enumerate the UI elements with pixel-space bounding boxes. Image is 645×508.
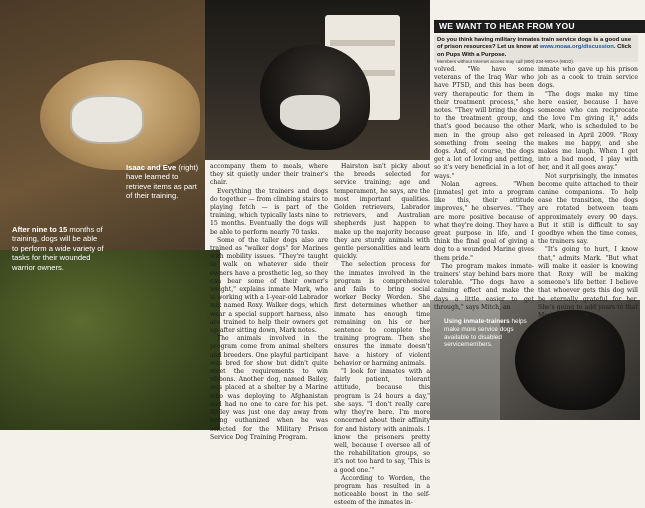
paragraph: accompany them to meals, where they sit quietly under their trainer's chair. [210, 163, 328, 187]
article-column-2 [334, 163, 430, 507]
paragraph: Nolan agrees. "When [inmates] get into a program like this, their attitude improves," he observes. "They are more positive because of what they're doing. They have a great purpose in life, and I think the final goal of giving a dog to a wounded Marine gives them pride." [434, 180, 534, 262]
paragraph: "It's going to hurt, I know that," admits Mark. "But what will make it easier is knowing that Roxy will be making someone's life better. I believe that whoever gets this dog will be eternally grateful for her. She's going to add years to that Marine's life." ■ [538, 246, 638, 320]
paragraph: Not surprisingly, the inmates become quite attached to their canine companions. To help ease the transition, the dogs are rotated between team approximately every 90 days. But it still is difficult to say goodbye when the time comes, the trainers say. [538, 172, 638, 246]
paragraph: According to Worden, the program has resulted in a noticeable boost in the self-esteem of the inmates in- [334, 474, 430, 507]
photo-fridge-shelf [330, 40, 395, 46]
photo-dog-refrigerator [205, 0, 430, 160]
photo-service-vest [70, 95, 144, 144]
article-column-4 [538, 66, 638, 320]
caption-text: (right) have learned to retrieve items as part of their training. [126, 163, 199, 201]
caption-inmate-trainers [444, 318, 534, 349]
paragraph: "I look for inmates with a fairly patient, tolerant attitude, because this program is 24 hours a day," she says. "I don't really care why they're here. I'm more concerned about their affinity for and history with animals. I know the prisoners pretty well, because I oversee all of the rehabilitation groups, so it's not too hard to say, 'This is a good one.'" [334, 368, 430, 474]
paragraph: Some of the taller dogs also are trained as "walker dogs" for Marines with mobility issues. "They're taught to walk on whatever side their owners have a prosthetic leg, so they can bear some of their owner's weight," explains inmate Mark, who is working with a 1-year-old Labrador mix named Roxy. Walker dogs, which wear a special support harness, also are trained to help their owners get up after sitting down, Mark notes. [210, 236, 328, 335]
caption-bold: Isaac and Eve [126, 163, 177, 172]
article-column-1 [210, 163, 328, 441]
paragraph: inmate who gave up his prison job as a cook to train service dogs. [538, 66, 638, 90]
paragraph: "The dogs make my time here easier, because I have someone who can reciprocate the love I'm giving it," adds Mark, who is scheduled to be released in April 2009. "Roxy makes me happy, and she makes me laugh. When I get into a bad mood, I play with her, and it all goes away." [538, 90, 638, 172]
sidebar-question: Do you think having military inmates train service dogs is a good use of prison resources? Let us know at [437, 37, 632, 51]
caption-training-length [12, 225, 104, 272]
paragraph: Everything the trainers and dogs do together — from climbing stairs to playing fetch — is part of the training, which typically lasts nine to 15 months. Eventually the dogs will be able to perform nearly 70 tasks. [210, 187, 328, 236]
caption-text: helps make more service dogs available to disabled servicemembers. [444, 318, 527, 349]
paragraph: The selection process for the inmates involved in the program is comprehensive and fails to bring social worker Becky Worden. She first determines whether an inmate has enough time remaining on his or her sentence to complete the training program. Then she ensures the inmate doesn't have a history of violent behavior or harming animals. [334, 261, 430, 367]
sidebar-banner: WE WANT TO HEAR FROM YOU [434, 20, 645, 33]
paragraph: volved. "We have some veterans of the Iraq War who have PTSD, and this has been very therapeutic for them in their treatment process," she notes. "They will bring the dogs to the treatment group, and that's good because the other men in the group also get something from seeing the dogs. And, of course, the dogs get a lot of loving and petting, so it's very beneficial in a lot of ways." [434, 66, 534, 180]
paragraph: The animals involved in the program come from animal shelters and breeders. One playful participant was bred for show but didn't quite meet the requirements to win ribbons. Another dog, named Bailey, was placed at a shelter by a Marine who was deploying to Afghanistan and had no one to care for his pet. Bailey was just one day away from being euthanized when he was selected for the Military Prison Service Dog Training Program. [210, 335, 328, 441]
sidebar-url[interactable]: www.moaa.org/discussion [539, 44, 614, 51]
photo-foliage [0, 250, 220, 430]
photo-dogs-outdoor [0, 0, 205, 420]
paragraph: The program makes inmate-trainers' stay behind bars more tolerable. "The dogs have a calming effect and make the days a little easier to get through," says Mitch, an [434, 262, 534, 311]
caption-text: months of training, dogs will be able to perform a wide variety of tasks for their wounded warrior owners. [12, 225, 104, 272]
sidebar-question-end: . Click on Pups With a Purpose. [437, 44, 632, 58]
photo-service-vest [280, 95, 340, 130]
caption-bold: Using inmate-trainers [444, 318, 510, 325]
paragraph: Hairston isn't picky about the breeds selected for service training; age and temperament, he says, are the most important qualities. Golden retrievers, Labrador retrievers, and Australian shepherds just happen to make up the majority because they are sturdy animals with gentle personalities and learn quickly. [334, 163, 430, 261]
article-column-3 [434, 66, 534, 311]
sidebar-box [434, 35, 638, 62]
sidebar-note: Members without Internet access may call (800) 234-MOAA (6622). [437, 58, 575, 64]
caption-isaac-eve [126, 163, 204, 201]
caption-bold: After nine to 15 [12, 225, 68, 234]
